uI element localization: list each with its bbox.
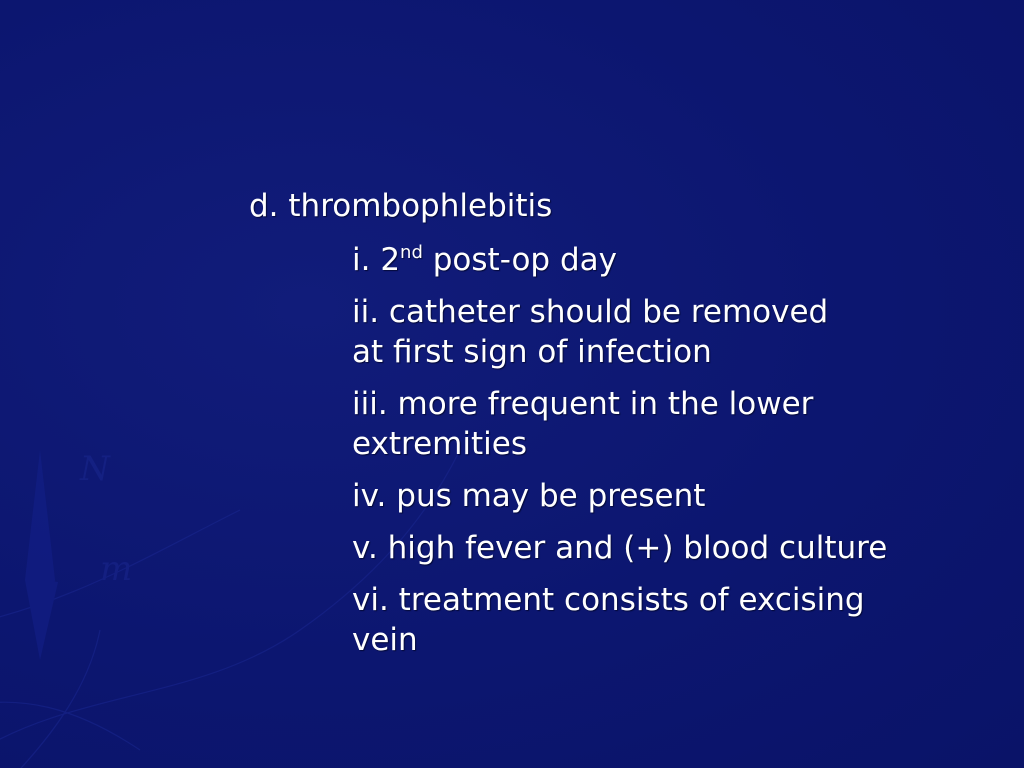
item-list [352,238,992,670]
item-line: vein [352,622,418,658]
item-line: iv. pus may be present [352,478,706,514]
item-line: vi. treatment consists of excising [352,582,865,618]
item-line: ii. catheter should be removed [352,294,829,330]
item-text: i. 2 [352,242,401,278]
list-item [352,526,992,570]
svg-text:N: N [80,449,110,489]
svg-text:m: m [100,549,133,589]
item-line: extremities [352,426,527,462]
superscript: nd [400,242,423,263]
list-item [352,578,992,662]
item-line: v. high fever and (+) blood culture [352,530,888,566]
item-line: at first sign of infection [352,334,712,370]
list-item [352,290,992,374]
list-item [352,382,992,466]
list-item [352,238,992,282]
list-item [352,474,992,518]
item-line [352,238,992,282]
slide-heading: d. thrombophlebitis [249,188,553,224]
item-line: iii. more frequent in the lower [352,386,814,422]
item-text: post-op day [422,242,617,278]
